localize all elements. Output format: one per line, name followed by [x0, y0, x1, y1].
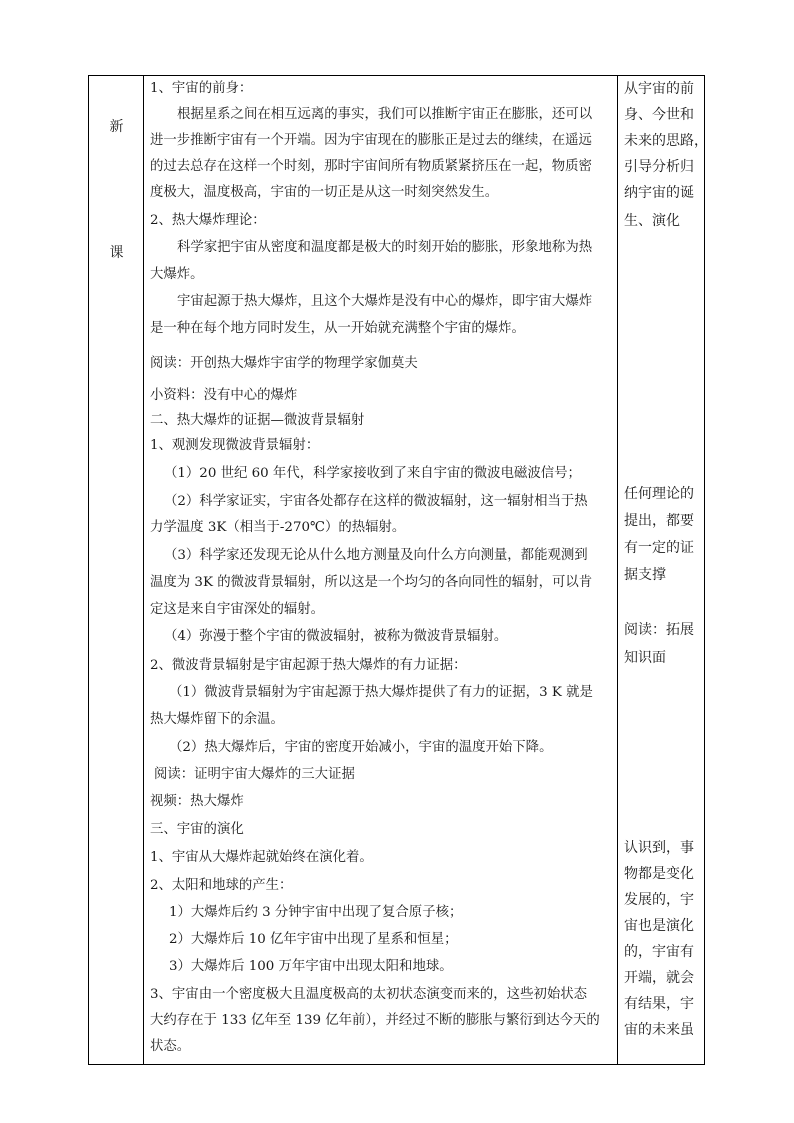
- content-line: （2）科学家证实，宇宙各处都存在这样的微波辐射，这一辐射相当于热: [164, 494, 588, 509]
- content-line: 度极大，温度极高，宇宙的一切正是从这一时刻突然发生。: [150, 185, 499, 200]
- content-line: 2、太阳和地球的产生：: [150, 878, 293, 893]
- label-xin: 新: [109, 119, 124, 135]
- content-line: 是一种在每个地方同时发生，从一开始就充满整个宇宙的爆炸。: [150, 321, 525, 336]
- content-line: 2、热大爆炸理论：: [150, 213, 266, 228]
- content-line: （1）微波背景辐射为宇宙起源于热大爆炸提供了有力的证据，3 K 就是: [169, 685, 593, 700]
- content-line: 三、宇宙的演化: [150, 822, 244, 837]
- content-line: 进一步推断宇宙有一个开端。因为宇宙现在的膨胀正是过去的继续，在遥远: [150, 133, 592, 148]
- content-line: 小资料：没有中心的爆炸: [150, 388, 298, 403]
- note-line: 宙也是演化: [624, 918, 694, 934]
- note-line: 有结果，宇: [624, 996, 694, 1012]
- content-line: 的过去总存在这样一个时刻，那时宇宙间所有物质紧紧挤压在一起，物质密: [150, 159, 592, 174]
- content-line: 1、宇宙的前身：: [150, 81, 253, 96]
- content-line: 2）大爆炸后 10 亿年宇宙中出现了星系和恒星；: [169, 932, 458, 947]
- content-line: 大约存在于 133 亿年至 139 亿年前），并经过不断的膨胀与繁衍到达今天的: [150, 1013, 600, 1028]
- content-line: 1、宇宙从大爆炸起就始终在演化着。: [150, 850, 373, 865]
- note-line: 物都是变化: [624, 866, 694, 882]
- note-line: 未来的思路，: [624, 133, 708, 149]
- content-line: 科学家把宇宙从密度和温度都是极大的时刻开始的膨胀，形象地称为热: [177, 240, 593, 255]
- content-line: 3、宇宙由一个密度极大且温度极高的太初状态演变而来的，这些初始状态: [150, 987, 588, 1002]
- content-line: 力学温度 3K（相当于-270℃）的热辐射。: [150, 520, 406, 535]
- lesson-table: [88, 75, 708, 1065]
- teaching-content-column: [144, 76, 618, 1064]
- note-line: 任何理论的: [624, 486, 694, 502]
- content-line: 2、微波背景辐射是宇宙起源于热大爆炸的有力证据：: [150, 658, 467, 673]
- content-line: 大爆炸。: [150, 267, 204, 282]
- label-ke: 课: [109, 245, 124, 261]
- content-line: 二、热大爆炸的证据—微波背景辐射: [150, 413, 365, 428]
- note-line: 有一定的证: [624, 540, 694, 556]
- content-line: 定这是来自宇宙深处的辐射。: [150, 602, 325, 617]
- note-line: 宙的未来虽: [624, 1022, 694, 1038]
- content-line: 3）大爆炸后 100 万年宇宙中出现太阳和地球。: [169, 959, 453, 974]
- note-line: 引导分析归: [624, 159, 694, 175]
- note-line: 提出，都要: [624, 513, 694, 529]
- content-line: 1）大爆炸后约 3 分钟宇宙中出现了复合原子核；: [169, 905, 463, 920]
- content-line: （2）热大爆炸后，宇宙的密度开始减小，宇宙的温度开始下降。: [169, 740, 553, 755]
- note-line: 开端，就会: [624, 970, 694, 986]
- content-line: 阅读：证明宇宙大爆炸的三大证据: [154, 767, 355, 782]
- note-line: 阅读：拓展: [624, 622, 694, 638]
- content-line: （3）科学家还发现无论从什么地方测量及向什么方向测量，都能观测到: [164, 548, 588, 563]
- note-line: 生、演化: [624, 213, 680, 229]
- content-line: 热大爆炸留下的余温。: [150, 712, 284, 727]
- note-line: 从宇宙的前: [624, 81, 694, 97]
- content-line: 1、观测发现微波背景辐射：: [150, 438, 320, 453]
- content-line: 状态。: [150, 1039, 191, 1054]
- content-line: 宇宙起源于热大爆炸，且这个大爆炸是没有中心的爆炸，即宇宙大爆炸: [177, 294, 593, 309]
- content-line: 温度为 3K 的微波背景辐射，所以这是一个均匀的各向同性的辐射，可以肯: [150, 575, 593, 590]
- design-notes-column: [618, 76, 708, 1064]
- note-line: 知识面: [624, 650, 666, 666]
- note-line: 身、今世和: [624, 107, 694, 123]
- note-line: 据支撑: [624, 567, 666, 583]
- note-line: 发展的，宇: [624, 892, 694, 908]
- note-line: 认识到，事: [624, 840, 694, 856]
- content-line: （4）弥漫于整个宇宙的微波辐射，被称为微波背景辐射。: [164, 629, 508, 644]
- section-label-column: [89, 76, 144, 1064]
- content-line: 阅读：开创热大爆炸宇宙学的物理学家伽莫夫: [150, 356, 418, 371]
- content-line: （1）20 世纪 60 年代，科学家接收到了来自宇宙的微波电磁波信号；: [164, 466, 581, 481]
- content-line: 根据星系之间在相互远离的事实，我们可以推断宇宙正在膨胀，还可以: [177, 107, 593, 122]
- note-line: 纳宇宙的诞: [624, 185, 694, 201]
- content-line: 视频：热大爆炸: [150, 794, 244, 809]
- note-line: 的，宇宙有: [624, 944, 694, 960]
